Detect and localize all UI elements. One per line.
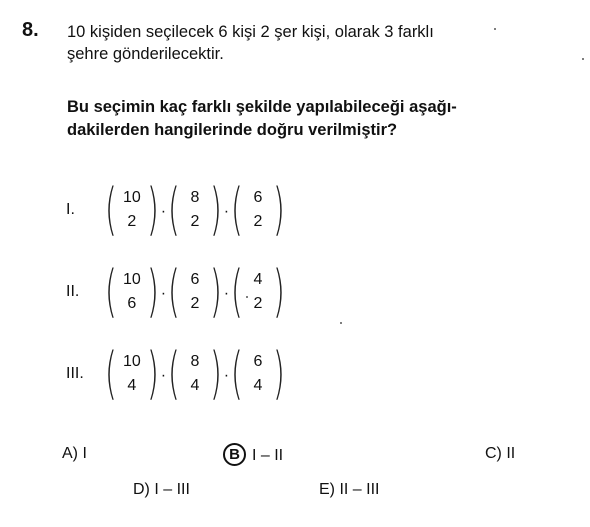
scan-speck [582, 58, 584, 60]
binomial-term: ( 4 2 ) [231, 259, 285, 324]
binomial-term: ( 6 4 ) [231, 341, 285, 406]
binomial-bottom: 2 [190, 213, 200, 230]
binomial-term: ( 8 4 ) [167, 341, 222, 406]
binomial-bottom: 2 [253, 295, 263, 312]
binomial-term: ( 10 6 ) [104, 259, 159, 324]
option-iii-label: III. [66, 365, 84, 382]
answer-a-letter: A) [62, 445, 78, 462]
answer-a[interactable] [62, 445, 87, 463]
answer-c-letter: C) [485, 445, 502, 462]
binomial-top: 6 [253, 353, 263, 370]
multiply-symbol: · [160, 203, 167, 220]
answer-a-text: I [82, 445, 87, 462]
answer-b-text: I – II [252, 447, 284, 464]
multiply-symbol: · [223, 285, 230, 302]
binomial-top: 10 [122, 353, 141, 370]
binomial-bottom: 6 [127, 295, 137, 312]
scan-speck [340, 322, 342, 324]
binomial-term: ( 8 2 ) [167, 177, 222, 242]
answer-c[interactable] [485, 445, 515, 463]
scan-speck [494, 28, 496, 30]
multiply-symbol: · [160, 367, 167, 384]
answer-d-text: I – III [154, 481, 190, 498]
answer-e-letter: E) [319, 481, 335, 498]
binomial-term: ( 6 2 ) [167, 259, 222, 324]
binomial-top: 10 [122, 271, 141, 288]
binomial-bottom: 4 [127, 377, 137, 394]
stem-line-2: şehre gönderilecektir. [67, 45, 224, 63]
binomial-bottom: 2 [190, 295, 200, 312]
answer-e[interactable] [319, 481, 379, 499]
binomial-top: 8 [190, 353, 200, 370]
answer-b[interactable] [223, 444, 283, 467]
binomial-bottom: 2 [127, 213, 137, 230]
binomial-term: ( 6 2 ) [231, 177, 285, 242]
option-ii-label: II. [66, 283, 80, 300]
binomial-bottom: 4 [190, 377, 200, 394]
answer-c-text: II [506, 445, 516, 462]
binomial-top: 10 [122, 189, 141, 206]
binomial-top: 6 [190, 271, 200, 288]
question-number: 8. [22, 19, 39, 41]
binomial-top: 6 [253, 189, 263, 206]
answer-b-circled-letter: B [223, 443, 246, 466]
prompt-line-1: Bu seçimin kaç farklı şekilde yapılabileceği aşağı- [67, 98, 457, 116]
binomial-top: 4 [253, 271, 263, 288]
multiply-symbol: · [223, 367, 230, 384]
binomial-top: 8 [190, 189, 200, 206]
multiply-symbol: · [223, 203, 230, 220]
answer-d-letter: D) [133, 481, 150, 498]
option-i-label: I. [66, 201, 75, 218]
binomial-bottom: 2 [253, 213, 263, 230]
answer-e-text: II – III [339, 481, 380, 498]
multiply-symbol: · [160, 285, 167, 302]
prompt-line-2: dakilerden hangilerinde doğru verilmiştir? [67, 121, 398, 139]
answer-d[interactable] [133, 481, 190, 499]
binomial-term: ( 10 2 ) [104, 177, 159, 242]
stem-line-1: 10 kişiden seçilecek 6 kişi 2 şer kişi, olarak 3 farklı [67, 23, 434, 41]
binomial-bottom: 4 [253, 377, 263, 394]
scan-speck [246, 296, 248, 298]
binomial-term: ( 10 4 ) [104, 341, 159, 406]
